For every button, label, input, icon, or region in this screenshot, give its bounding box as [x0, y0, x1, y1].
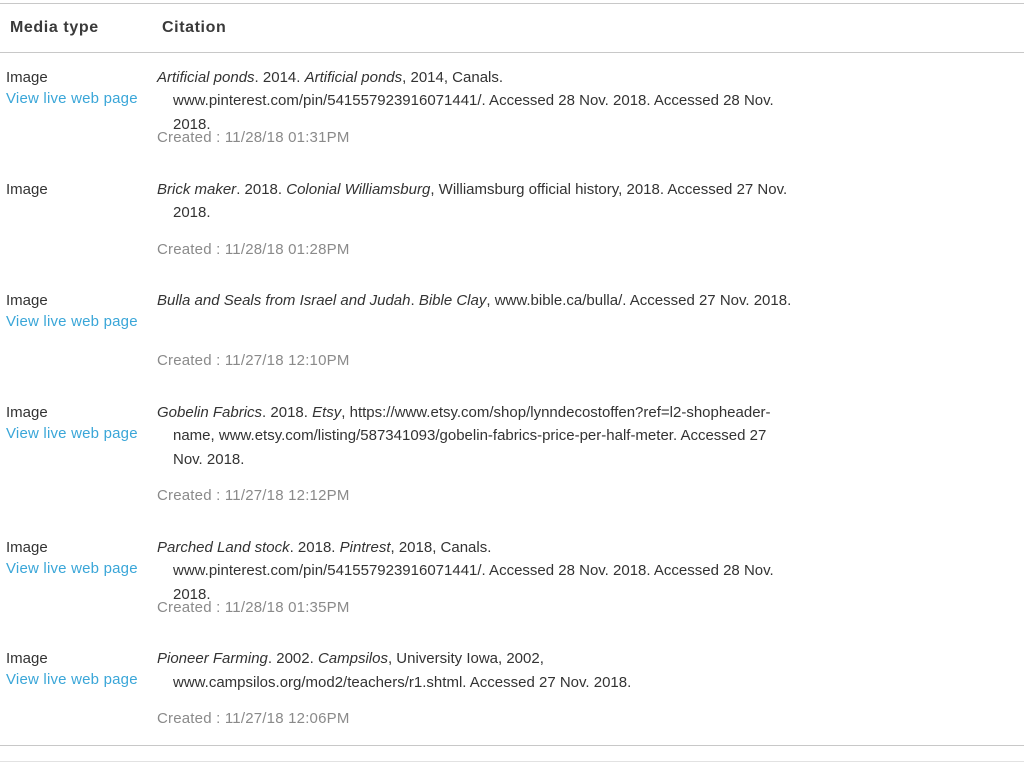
citation-text [157, 289, 793, 312]
citation-container: Pintrest [339, 538, 391, 556]
table-row [0, 388, 1024, 523]
citation-container: Artificial ponds [304, 69, 403, 86]
citation-part: , https://www.etsy.com/shop/lynndecostoffen?ref=l2-shopheader-name, www.etsy.com/listing/587341093/gobelin-fabrics-price-per-half-meter. Accessed 27 Nov. 2018. [173, 403, 771, 468]
view-live-web-page-link[interactable]: View live web page [6, 424, 138, 442]
table-row [0, 523, 1024, 635]
created-timestamp: Created : 11/28/18 01:35PM [157, 598, 350, 616]
citation-title: Artificial ponds [157, 69, 255, 86]
view-live-web-page-link[interactable]: View live web page [6, 313, 138, 331]
citation-text [157, 66, 793, 136]
citation-part: . 2002. [267, 650, 318, 668]
citation-title: Gobelin Fabrics [157, 403, 263, 421]
citation-part: , 2018, Canals. www.pinterest.com/pin/541557923916071441/. Accessed 28 Nov. 2018. Accessed 28 Nov. 2018. [173, 538, 774, 603]
table-row [0, 165, 1024, 277]
column-header-citation: Citation [162, 19, 227, 36]
citation-part: . 2018. [236, 180, 287, 198]
view-live-web-page-link[interactable]: View live web page [6, 671, 138, 689]
citation-container: Campsilos [317, 650, 388, 668]
citation-part: , University Iowa, 2002, www.campsilos.org/mod2/teachers/r1.shtml. Accessed 27 Nov. 2018. [173, 650, 632, 691]
citation-text [157, 178, 793, 225]
table-row [0, 53, 1024, 165]
citation-title: Bulla and Seals from Israel and Judah [157, 292, 411, 310]
citation-part: . 2018. [289, 538, 340, 556]
citation-part: , Williamsburg official history, 2018. Accessed 27 Nov. 2018. [173, 180, 788, 221]
created-timestamp: Created : 11/28/18 01:31PM [157, 129, 350, 146]
citation-part: . 2014. [254, 69, 305, 86]
citation-part: , 2014, Canals. www.pinterest.com/pin/541557923916071441/. Accessed 28 Nov. 2018. Accessed 28 Nov. 2018. [173, 69, 774, 133]
media-cell [6, 648, 156, 690]
citation-title: Pioneer Farming [157, 650, 268, 668]
citation-container: Etsy [312, 403, 342, 421]
media-cell [6, 179, 156, 200]
citation-text [157, 536, 793, 606]
view-live-web-page-link[interactable]: View live web page [6, 90, 138, 107]
view-live-web-page-link[interactable]: View live web page [6, 559, 138, 577]
created-timestamp: Created : 11/28/18 01:28PM [157, 240, 350, 258]
citation-container: Bible Clay [418, 292, 487, 310]
citation-part: , www.bible.ca/bulla/. Accessed 27 Nov. 2018. [486, 292, 792, 310]
citation-title: Brick maker [157, 180, 237, 198]
media-cell [6, 290, 156, 332]
table-row [0, 276, 1024, 388]
media-cell [6, 402, 156, 444]
citation-rows [0, 53, 1024, 746]
media-type-label: Image [6, 69, 48, 86]
citation-text [157, 647, 793, 694]
media-cell [6, 537, 156, 579]
media-type-label: Image [6, 292, 48, 310]
created-timestamp: Created : 11/27/18 12:06PM [157, 710, 350, 728]
media-cell [6, 67, 156, 109]
table-header [0, 4, 1024, 53]
citation-text [157, 401, 773, 471]
media-type-label: Image [6, 650, 48, 668]
created-timestamp: Created : 11/27/18 12:12PM [157, 486, 350, 504]
citation-part: . [410, 292, 419, 310]
media-type-label: Image [6, 403, 48, 421]
citation-title: Parched Land stock [157, 538, 290, 556]
citation-container: Colonial Williamsburg [286, 180, 431, 198]
created-timestamp: Created : 11/27/18 12:10PM [157, 352, 350, 370]
column-header-media-type: Media type [10, 19, 99, 36]
media-type-label: Image [6, 180, 48, 198]
citation-part: . 2018. [262, 403, 313, 421]
bottom-divider [0, 745, 1024, 746]
bottom-divider-secondary [0, 761, 1024, 762]
table-row [0, 634, 1024, 746]
media-type-label: Image [6, 538, 48, 556]
